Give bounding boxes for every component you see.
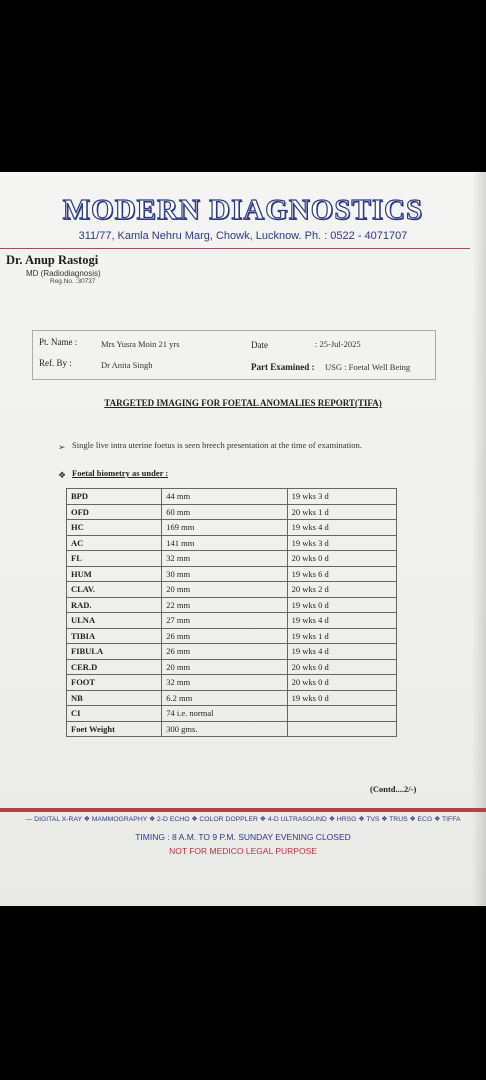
table-row (67, 535, 397, 551)
referred-by-label: Ref. By : (39, 358, 72, 368)
part-examined-label: Part Examined : (251, 362, 315, 372)
value-cell: 20 mm (162, 659, 287, 675)
value-cell: 20 mm (162, 582, 287, 598)
table-row (67, 504, 397, 520)
patient-name-label: Pt. Name : (39, 337, 78, 347)
value-cell: 169 mm (162, 520, 287, 536)
value-cell: 74 i.e. normal (162, 706, 287, 722)
age-cell: 20 wks 0 d (287, 675, 396, 691)
value-cell: 32 mm (162, 675, 287, 691)
footer-divider (0, 808, 486, 812)
value-cell: 27 mm (162, 613, 287, 629)
report-title: TARGETED IMAGING FOR FOETAL ANOMALIES REPORT(TIFA) (104, 398, 382, 408)
age-cell: 19 wks 1 d (287, 628, 396, 644)
clinic-address: 311/77, Kamla Nehru Marg, Chowk, Lucknow. Ph. : 0522 - 4071707 (78, 230, 408, 242)
report-page (0, 172, 486, 906)
age-cell: 20 wks 1 d (287, 504, 396, 520)
observation-text: Single live intra uterine foetus is seen breech presentation at the time of examination. (72, 440, 362, 450)
value-cell: 6.2 mm (162, 690, 287, 706)
table-row (67, 520, 397, 536)
param-cell: FOOT (67, 675, 162, 691)
table-row (67, 566, 397, 582)
patient-name-value: Mrs Yusra Moin 21 yrs (101, 339, 180, 349)
value-cell: 141 mm (162, 535, 287, 551)
table-row (67, 675, 397, 691)
table-row (67, 721, 397, 737)
page-shadow (472, 172, 486, 906)
age-cell: 19 wks 0 d (287, 597, 396, 613)
table-row (67, 690, 397, 706)
param-cell: CLAV. (67, 582, 162, 598)
header-divider (0, 248, 470, 249)
patient-info-box (32, 330, 436, 380)
age-cell (287, 706, 396, 722)
value-cell: 22 mm (162, 597, 287, 613)
part-examined-value: USG : Foetal Well Being (325, 362, 411, 372)
param-cell: NB (67, 690, 162, 706)
param-cell: TIBIA (67, 628, 162, 644)
diamond-bullet-icon: ❖ (58, 470, 67, 480)
value-cell: 300 gms. (162, 721, 287, 737)
brand-logo-text: MODERN DIAGNOSTICS (62, 194, 424, 226)
age-cell: 19 wks 4 d (287, 520, 396, 536)
param-cell: AC (67, 535, 162, 551)
age-cell: 20 wks 2 d (287, 582, 396, 598)
continued-note: (Contd....2/-) (370, 784, 417, 794)
referred-by-value: Dr Anita Singh (101, 360, 153, 370)
registration-number: Reg.No. :30737 (50, 278, 96, 285)
doctor-degree: MD (Radiodiagnosis) (26, 269, 101, 278)
param-cell: ULNA (67, 613, 162, 629)
param-cell: Foet Weight (67, 721, 162, 737)
param-cell: BPD (67, 489, 162, 505)
param-cell: FL (67, 551, 162, 567)
biometry-table (66, 488, 397, 737)
value-cell: 26 mm (162, 628, 287, 644)
param-cell: HC (67, 520, 162, 536)
param-cell: CER.D (67, 659, 162, 675)
legal-disclaimer: NOT FOR MEDICO LEGAL PURPOSE (169, 846, 317, 856)
table-row (67, 582, 397, 598)
table-row (67, 706, 397, 722)
param-cell: OFD (67, 504, 162, 520)
param-cell: RAD. (67, 597, 162, 613)
arrow-bullet-icon: ➢ (58, 442, 66, 452)
table-row (67, 551, 397, 567)
timing-text: TIMING : 8 A.M. TO 9 P.M. SUNDAY EVENING CLOSED (135, 832, 351, 842)
age-cell: 19 wks 4 d (287, 644, 396, 660)
age-cell: 19 wks 6 d (287, 566, 396, 582)
table-row (67, 613, 397, 629)
age-cell: 20 wks 0 d (287, 551, 396, 567)
age-cell (287, 721, 396, 737)
value-cell: 60 mm (162, 504, 287, 520)
age-cell: 19 wks 0 d (287, 690, 396, 706)
value-cell: 26 mm (162, 644, 287, 660)
table-row (67, 597, 397, 613)
services-list: — DIGITAL X-RAY ❖ MAMMOGRAPHY ❖ 2-D ECHO ❖ COLOR DOPPLER ❖ 4-D ULTRASOUND ❖ HRSG ❖ TVS ❖ TRUS ❖ ECG ❖ TIFFA (25, 816, 461, 823)
value-cell: 32 mm (162, 551, 287, 567)
age-cell: 19 wks 4 d (287, 613, 396, 629)
param-cell: CI (67, 706, 162, 722)
table-row (67, 628, 397, 644)
table-row (67, 644, 397, 660)
table-row (67, 659, 397, 675)
table-row (67, 489, 397, 505)
param-cell: FIBULA (67, 644, 162, 660)
biometry-heading: Foetal biometry as under : (72, 468, 169, 478)
date-value: : 25-Jul-2025 (315, 339, 361, 349)
date-label: Date (251, 340, 268, 350)
age-cell: 20 wks 0 d (287, 659, 396, 675)
value-cell: 44 mm (162, 489, 287, 505)
value-cell: 30 mm (162, 566, 287, 582)
doctor-name: Dr. Anup Rastogi (6, 253, 99, 267)
age-cell: 19 wks 3 d (287, 535, 396, 551)
age-cell: 19 wks 3 d (287, 489, 396, 505)
param-cell: HUM (67, 566, 162, 582)
